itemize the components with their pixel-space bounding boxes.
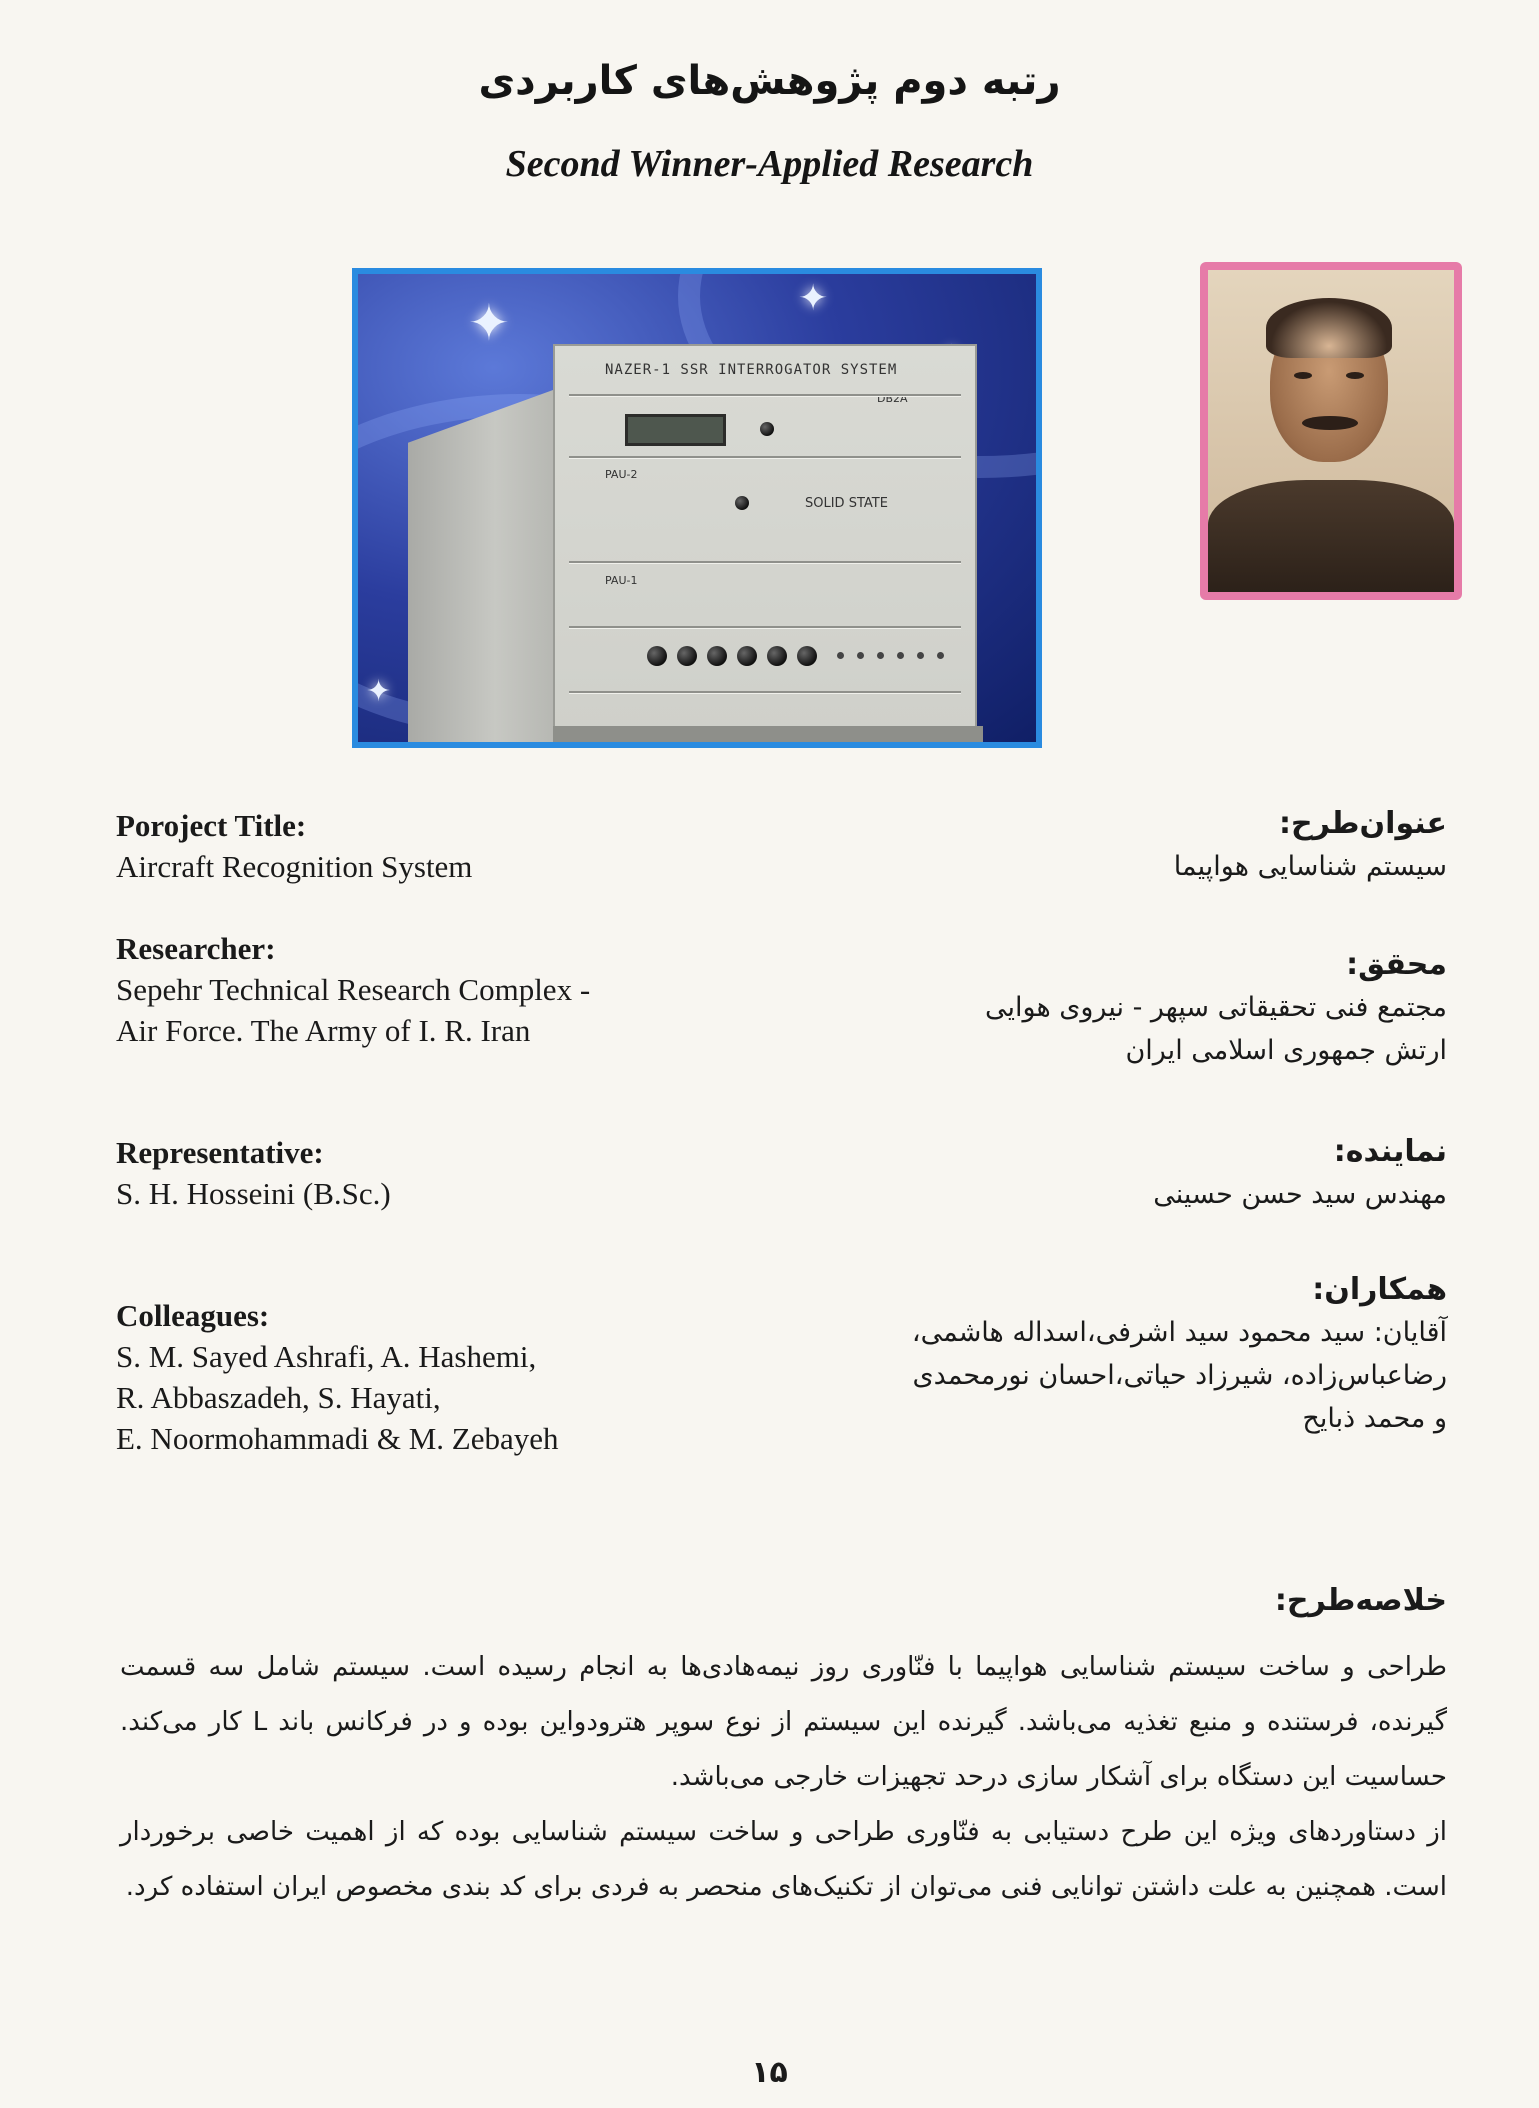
researcher-line: Sepehr Technical Research Complex - xyxy=(116,972,591,1007)
device-side-panel xyxy=(408,390,553,742)
representative-label-fa: نماینده: xyxy=(1333,1134,1447,1169)
representative-label: Representative: xyxy=(116,1135,324,1170)
researcher-label-fa: محقق: xyxy=(1346,947,1447,982)
rack-divider xyxy=(569,691,961,694)
english-researcher xyxy=(116,928,590,1051)
device-label: NAZER-1 SSR INTERROGATOR SYSTEM xyxy=(605,362,898,378)
portrait-eye xyxy=(1346,372,1364,379)
english-representative xyxy=(116,1132,391,1214)
researcher-line-fa: ارتش جمهوری اسلامی ایران xyxy=(1125,1035,1447,1066)
colleagues-line-fa: رضاعباس‌زاده، شیرزاد حیاتی،احسان نورمحمدی xyxy=(912,1360,1447,1391)
project-title-value: Aircraft Recognition System xyxy=(116,849,473,884)
researcher-portrait xyxy=(1200,262,1462,600)
colleagues-line: E. Noormohammadi & M. Zebayeh xyxy=(116,1421,559,1456)
project-title-label-fa: عنوان‌طرح: xyxy=(1279,806,1447,841)
summary-title: خلاصه‌طرح: xyxy=(1274,1583,1447,1618)
knob-icon xyxy=(735,496,749,510)
colleagues-line: R. Abbaszadeh, S. Hayati, xyxy=(116,1380,441,1415)
english-colleagues xyxy=(116,1295,559,1459)
knob-icon xyxy=(797,646,817,666)
portrait-body xyxy=(1208,480,1454,592)
knob-icon xyxy=(767,646,787,666)
representative-value-fa: مهندس سید حسن حسینی xyxy=(1153,1179,1447,1210)
indicator-dot xyxy=(937,652,944,659)
star-icon: ✦ xyxy=(798,278,829,319)
portrait-photo xyxy=(1208,270,1454,592)
colleagues-line: S. M. Sayed Ashrafi, A. Hashemi, xyxy=(116,1339,537,1374)
device-base xyxy=(553,726,983,742)
colleagues-line-fa: و محمد ذبایح xyxy=(1302,1403,1447,1434)
english-project-title xyxy=(116,805,472,887)
summary-paragraph: از دستاوردهای ویژه این طرح دستیابی به فنّاوری طراحی و ساخت سیستم شناسایی بوده که از اهمیت خاصی برخوردار است. همچنین به علت داشتن توانایی فنی می‌توان از تکنیک‌های منحصر به فردی برای کد بندی مخصوص ایران استفاده کرد. xyxy=(120,1817,1447,1902)
knob-icon xyxy=(760,422,774,436)
summary-paragraph: طراحی و ساخت سیستم شناسایی هواپیما با فنّاوری روز نیمه‌هادی‌ها به انجام رسیده است. سیستم شامل سه قسمت گیرنده، فرستنده و منبع تغذیه می‌باشد. گیرنده این سیستم از نوع سوپر هترودواین بوده و در فرکانس باند L کار می‌کند. حساسیت این دستگاه برای آشکار سازی درحد تجهیزات خارجی می‌باشد. xyxy=(120,1652,1448,1792)
page-number: ۱۵ xyxy=(751,2055,788,2090)
page-title-english: Second Winner-Applied Research xyxy=(505,143,1034,185)
portrait-mustache xyxy=(1302,416,1358,430)
portrait-hair xyxy=(1266,298,1392,358)
lcd-display xyxy=(625,414,726,446)
module-label: PAU-2 xyxy=(605,468,638,481)
indicator-dot xyxy=(857,652,864,659)
researcher-line-fa: مجتمع فنی تحقیقاتی سپهر - نیروی هوایی xyxy=(984,992,1447,1023)
researcher-label: Researcher: xyxy=(116,931,276,966)
researcher-line: Air Force. The Army of I. R. Iran xyxy=(116,1013,531,1048)
portrait-eye xyxy=(1294,372,1312,379)
knob-icon xyxy=(707,646,727,666)
project-title-value-fa: سیستم شناسایی هواپیما xyxy=(1173,851,1447,882)
rack-divider xyxy=(569,456,961,459)
knob-icon xyxy=(647,646,667,666)
rack-divider xyxy=(569,394,961,397)
summary-body xyxy=(120,1640,1447,1915)
rack-divider xyxy=(569,626,961,629)
colleagues-line-fa: آقایان: سید محمود سید اشرفی،اسداله هاشمی، xyxy=(911,1317,1447,1348)
module-label: SOLID STATE xyxy=(805,496,888,511)
indicator-dot xyxy=(837,652,844,659)
colleagues-label-fa: همکاران: xyxy=(1312,1272,1447,1307)
rack-divider xyxy=(569,561,961,564)
indicator-dot xyxy=(917,652,924,659)
module-label: PAU-1 xyxy=(605,574,638,587)
persian-representative xyxy=(1153,1130,1447,1216)
device-front-panel xyxy=(553,344,977,738)
device-photo xyxy=(352,268,1042,748)
colleagues-label: Colleagues: xyxy=(116,1298,270,1333)
page-title-persian: رتبه دوم پژوهش‌های کاربردی xyxy=(478,58,1061,104)
persian-project-title xyxy=(1174,802,1447,888)
persian-researcher xyxy=(985,943,1447,1072)
project-title-label: Poroject Title: xyxy=(116,808,307,843)
representative-value: S. H. Hosseini (B.Sc.) xyxy=(116,1176,391,1211)
persian-colleagues xyxy=(912,1268,1447,1440)
device-photo-background xyxy=(358,274,1036,742)
model-code: DB2A xyxy=(877,392,908,405)
knob-icon xyxy=(677,646,697,666)
indicator-dot xyxy=(897,652,904,659)
knob-icon xyxy=(737,646,757,666)
indicator-dot xyxy=(877,652,884,659)
star-icon: ✦ xyxy=(366,674,392,709)
star-icon: ✦ xyxy=(468,294,510,352)
